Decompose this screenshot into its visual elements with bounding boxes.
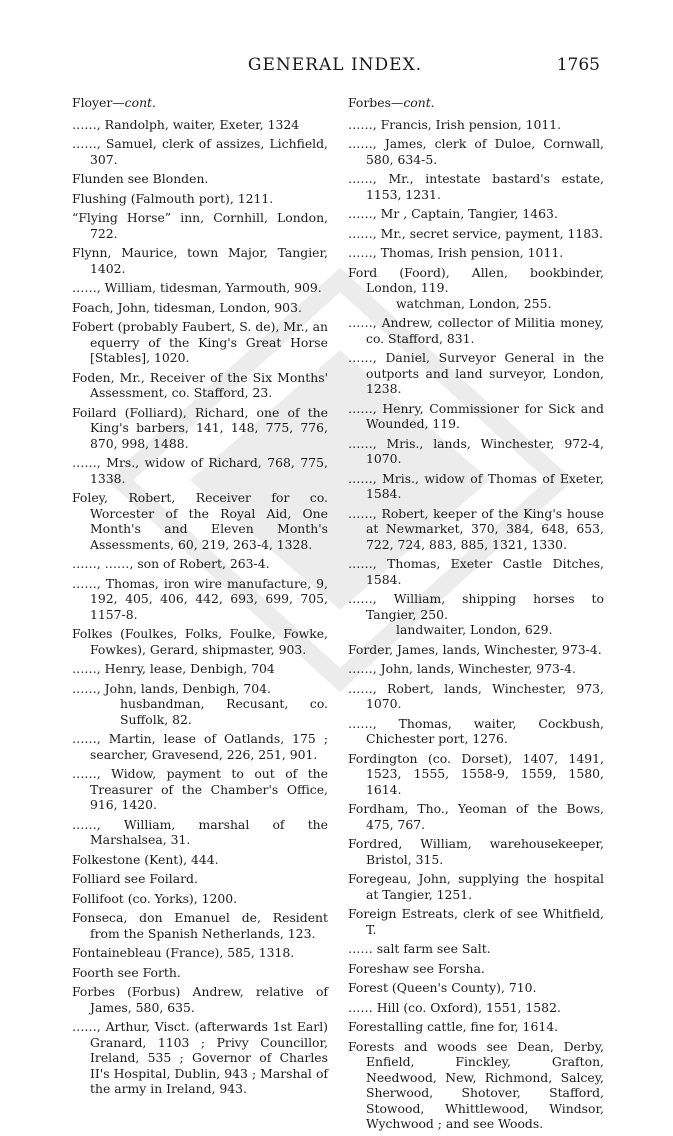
index-entry: Folkes (Foulkes, Folks, Foulke, Fowke, Fowkes), Gerard, shipmaster, 903. <box>72 626 328 657</box>
index-entry: ……, John, lands, Winchester, 973-4. <box>348 661 576 676</box>
index-entry-continuation: watchman, London, 255. <box>396 295 552 311</box>
index-entry: Fordham, Tho., Yeoman of the Bows, 475, 767. <box>348 801 604 832</box>
index-entry: ……, ……, son of Robert, 263-4. <box>72 556 270 571</box>
index-entry: Forder, James, lands, Winchester, 973-4. <box>348 641 602 657</box>
column-heading: Forbes—cont. <box>348 95 435 110</box>
index-entry: Folliard see Foilard. <box>72 871 198 886</box>
index-entry: ……, Martin, lease of Oatlands, 175 ; searcher, Gravesend, 226, 251, 901. <box>72 731 328 762</box>
index-entry: ……, Arthur, Visct. (afterwards 1st Earl) Granard, 1103 ; Privy Councillor, Ireland, 535 ; Governor of Charles II's Hospital, Dublin, 943 ; Marshal of the army in Ireland, 943. <box>72 1019 328 1096</box>
page-header <box>70 55 600 81</box>
index-entry: Fordington (co. Dorset), 1407, 1491, 1523, 1555, 1558-9, 1559, 1580, 1614. <box>348 750 604 797</box>
index-entry: ……, Thomas, Exeter Castle Ditches, 1584. <box>348 556 604 587</box>
page-number: 1765 <box>556 55 600 75</box>
index-entry: Fordred, William, warehousekeeper, Bristol, 315. <box>348 836 604 867</box>
index-entry: ……, Francis, Irish pension, 1011. <box>348 116 562 132</box>
index-entry: ……, Samuel, clerk of assizes, Lichfield, 307. <box>72 136 328 167</box>
index-entry: Foreshaw see Forsha. <box>348 960 485 976</box>
index-entry: ……, Randolph, waiter, Exeter, 1324 <box>72 116 300 132</box>
index-entry: Ford (Foord), Allen, bookbinder, London, 119. <box>348 264 604 295</box>
index-entry-continuation: husbandman, Recusant, co. Suffolk, 82. <box>120 696 328 727</box>
index-column-right <box>348 95 604 1136</box>
index-entry: ……, William, tidesman, Yarmouth, 909. <box>72 280 322 295</box>
index-entry: ……, Thomas, Irish pension, 1011. <box>348 245 564 260</box>
index-entry: Fobert (probably Faubert, S. de), Mr., an equerry of the King's Great Horse [Stables], 1020. <box>72 319 328 365</box>
index-entry: Foorth see Forth. <box>72 964 181 980</box>
index-entry: Fonseca, don Emanuel de, Resident from the Spanish Netherlands, 123. <box>72 910 328 941</box>
index-entry: ……, Andrew, collector of Militia money, co. Stafford, 831. <box>348 315 604 346</box>
index-entry-continuation: landwaiter, London, 629. <box>396 622 553 637</box>
index-entry: ……, Robert, keeper of the King's house at Newmarket, 370, 384, 648, 653, 722, 724, 883, 885, 1321, 1330. <box>348 505 604 552</box>
index-entry: Forbes (Forbus) Andrew, relative of James, 580, 635. <box>72 984 328 1015</box>
index-entry: ……, Widow, payment to out of the Treasurer of the Chamber's Office, 916, 1420. <box>72 766 328 812</box>
index-column-left <box>72 95 328 1101</box>
index-entry: ……, Thomas, iron wire manufacture, 9, 192, 405, 406, 442, 693, 699, 705, 1157-8. <box>72 575 328 622</box>
index-entry: Forest (Queen's County), 710. <box>348 980 537 995</box>
index-entry: ……, Mris., lands, Winchester, 972-4, 1070. <box>348 435 604 466</box>
index-entry: ……, Henry, lease, Denbigh, 704 <box>72 661 275 676</box>
index-entry: Foreign Estreats, clerk of see Whitfield, T. <box>348 906 604 937</box>
index-entry: Foden, Mr., Receiver of the Six Months' Assessment, co. Stafford, 23. <box>72 369 328 400</box>
index-entry: Follifoot (co. Yorks), 1200. <box>72 890 238 906</box>
index-entry: …… Hill (co. Oxford), 1551, 1582. <box>348 999 561 1015</box>
index-entry: ……, John, lands, Denbigh, 704. <box>72 680 271 696</box>
index-entry: ……, Mrs., widow of Richard, 768, 775, 1338. <box>72 455 328 486</box>
index-entry: ……, Mr., secret service, payment, 1183. <box>348 225 603 241</box>
index-entry: Folkestone (Kent), 444. <box>72 851 219 867</box>
index-entry: “Flying Horse” inn, Cornhill, London, 722. <box>72 210 328 241</box>
index-entry: Flynn, Maurice, town Major, Tangier, 1402. <box>72 245 328 276</box>
index-entry: ……, Henry, Commissioner for Sick and Wounded, 119. <box>348 400 604 431</box>
index-entry: Foilard (Folliard), Richard, one of the King's barbers, 141, 148, 775, 776, 870, 998, 1488. <box>72 404 328 451</box>
index-entry: ……, Mris., widow of Thomas of Exeter, 1584. <box>348 470 604 501</box>
running-title: GENERAL INDEX. <box>247 55 423 75</box>
index-entry: Flushing (Falmouth port), 1211. <box>72 190 274 206</box>
index-entry: Foley, Robert, Receiver for co. Worcester of the Royal Aid, One Month's and Eleven Month's Assessments, 60, 219, 263-4, 1328. <box>72 490 328 552</box>
index-entry: Foach, John, tidesman, London, 903. <box>72 299 302 315</box>
index-entry: Foregeau, John, supplying the hospital at Tangier, 1251. <box>348 871 604 902</box>
index-entry: ……, William, marshal of the Marshalsea, 31. <box>72 816 328 847</box>
index-entry: Forestalling cattle, fine for, 1614. <box>348 1019 559 1034</box>
index-entry: ……, Robert, lands, Winchester, 973, 1070. <box>348 680 604 711</box>
index-entry: ……, Mr , Captain, Tangier, 1463. <box>348 206 558 221</box>
index-entry: …… salt farm see Salt. <box>348 941 491 956</box>
index-entry: ……, Thomas, waiter, Cockbush, Chichester port, 1276. <box>348 715 604 746</box>
index-entry: Forests and woods see Dean, Derby, Enfield, Finckley, Grafton, Needwood, New, Richmond, Salcey, Sherwood, Shotover, Stafford, Stowood, Whittlewood, Windsor, Wychwood ; and see Woods. <box>348 1038 604 1131</box>
index-entry: ……, William, shipping horses to Tangier, 250. <box>348 591 604 622</box>
index-entry: ……, Mr., intestate bastard's estate, 1153, 1231. <box>348 171 604 202</box>
column-heading: Floyer—cont. <box>72 95 156 110</box>
index-entry: ……, James, clerk of Duloe, Cornwall, 580, 634-5. <box>348 136 604 167</box>
index-entry: Flunden see Blonden. <box>72 171 209 186</box>
index-entry: ……, Daniel, Surveyor General in the outports and land surveyor, London, 1238. <box>348 350 604 396</box>
index-entry: Fontainebleau (France), 585, 1318. <box>72 945 295 960</box>
